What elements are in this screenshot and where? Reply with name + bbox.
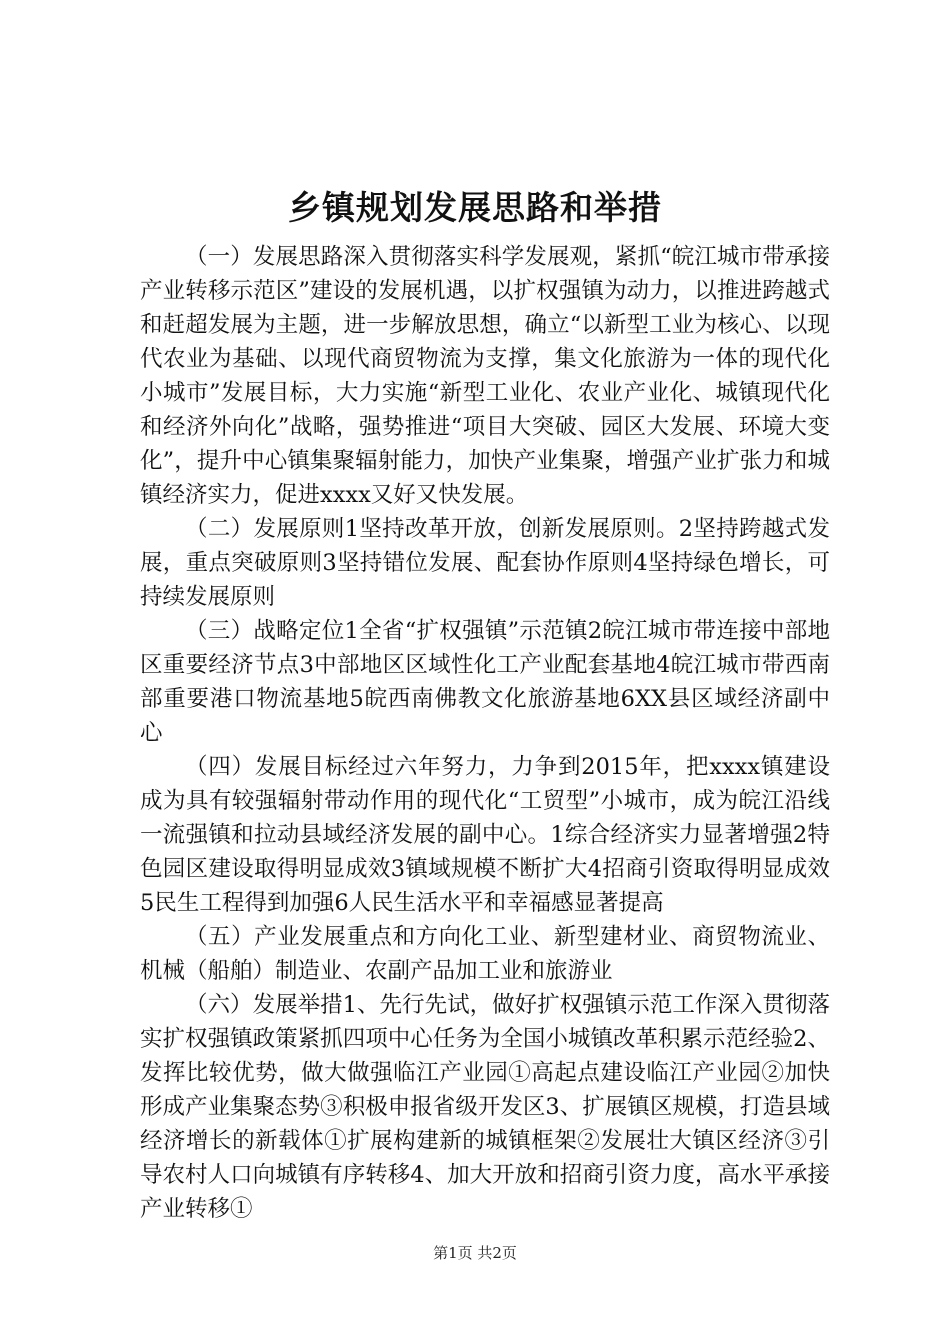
paragraph-development-ideas: （一）发展思路深入贯彻落实科学发展观，紧抓“皖江城市带承接产业转移示范区”建设的发展机遇，以扩权强镇为动力，以推进跨越式和赶超发展为主题，进一步解放思想，确立“以新型工业为核心、以现代农业为基础、以现代商贸物流为支撑，集文化旅游为一体的现代化小城市”发展目标，大力实施“新型工业化、农业产业化、城镇现代化和经济外向化”战略，强势推进“项目大突破、园区大发展、环境大变化”，提升中心镇集聚辐射能力，加快产业集聚，增强产业扩张力和城镇经济实力，促进xxxx又好又快发展。 — [140, 244, 830, 508]
document-body — [140, 240, 830, 1226]
paragraph-development-goals: （四）发展目标经过六年努力，力争到2015年，把xxxx镇建设成为具有较强辐射带动作用的现代化“工贸型”小城市，成为皖江沿线一流强镇和拉动县域经济发展的副中心。1综合经济实力显著增强2特色园区建设取得明显成效3镇域规模不断扩大4招商引资取得明显成效5民生工程得到加强6人民生活水平和幸福感显著提高 — [140, 754, 830, 916]
page-number-footer: 第1页 共2页 — [433, 1244, 517, 1262]
paragraph-development-principles: （二）发展原则1坚持改革开放，创新发展原则。2坚持跨越式发展，重点突破原则3坚持错位发展、配套协作原则4坚持绿色增长，可持续发展原则 — [140, 516, 830, 610]
paragraph-industry-focus: （五）产业发展重点和方向化工业、新型建材业、商贸物流业、机械（船舶）制造业、农副产品加工业和旅游业 — [140, 924, 830, 984]
document-title: 乡镇规划发展思路和举措 — [288, 188, 662, 227]
paragraph-development-measures: （六）发展举措1、先行先试，做好扩权强镇示范工作深入贯彻落实扩权强镇政策紧抓四项中心任务为全国小城镇改革积累示范经验2、发挥比较优势，做大做强临江产业园①高起点建设临江产业园②加快形成产业集聚态势③积极申报省级开发区3、扩展镇区规模，打造县域经济增长的新载体①扩展构建新的城镇框架②发展壮大镇区经济③引导农村人口向城镇有序转移4、加大开放和招商引资力度，高水平承接产业转移① — [140, 992, 830, 1222]
paragraph-strategic-positioning: （三）战略定位1全省“扩权强镇”示范镇2皖江城市带连接中部地区重要经济节点3中部地区区域性化工产业配套基地4皖江城市带西南部重要港口物流基地5皖西南佛教文化旅游基地6XX县区域经济副中心 — [140, 618, 830, 746]
